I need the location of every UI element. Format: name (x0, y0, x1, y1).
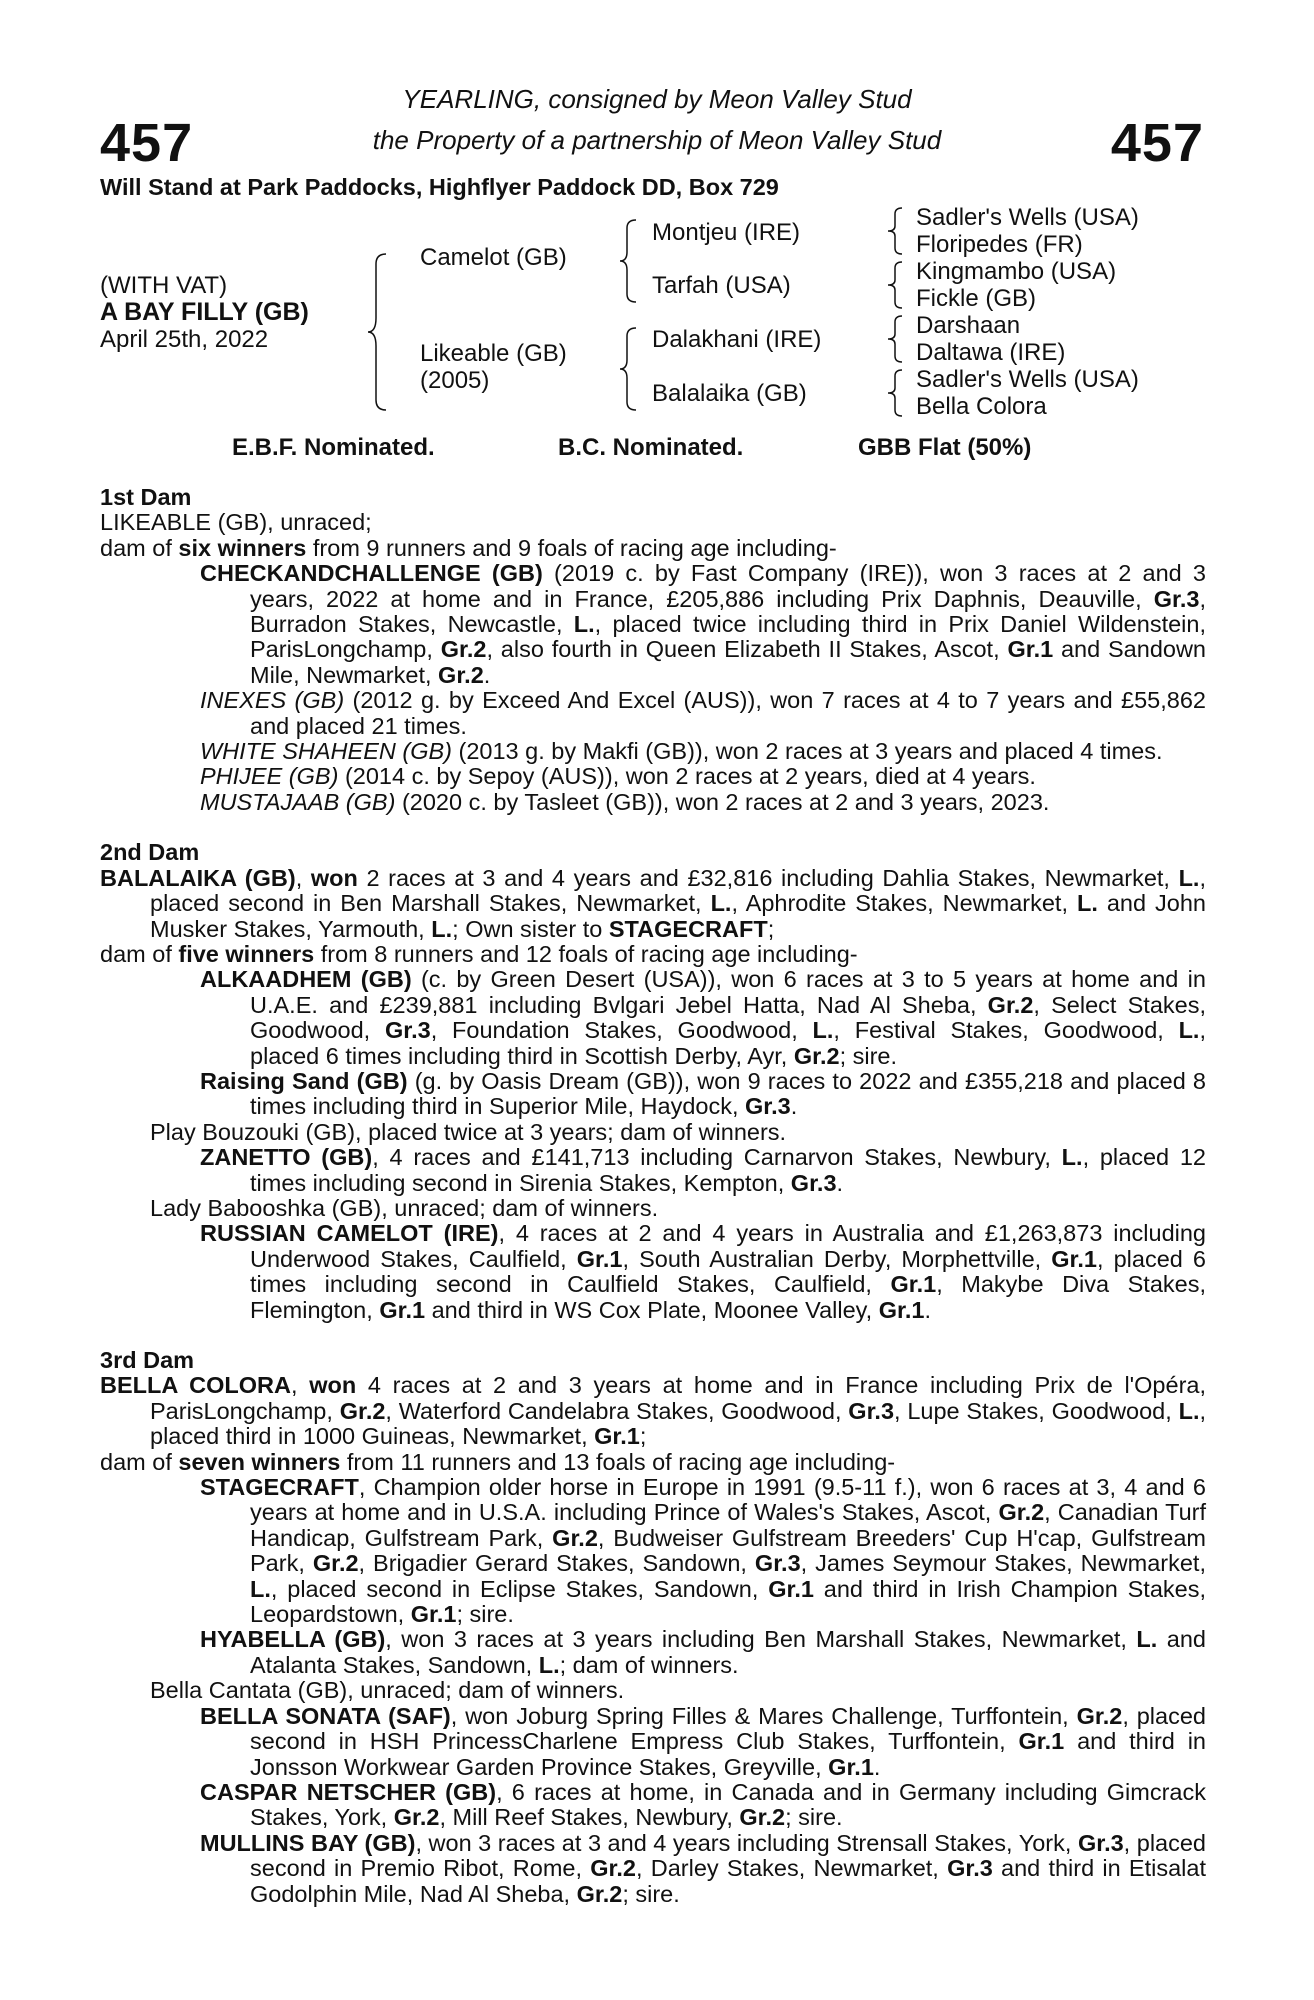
g3-balalaika: Balalaika (GB) (652, 380, 807, 407)
second-dam-record: BALALAIKA (GB), won 2 races at 3 and 4 years and £32,816 including Dahlia Stakes, Newmarket, L., placed second in Ben Marshall Stakes, Newmarket, L., Aphrodite Stakes, Newmarket, L. and John Musker Stakes, Yarmouth, L.; Own sister to STAGECRAFT; (100, 864, 1206, 942)
third-dam-heading: 3rd Dam (100, 1347, 195, 1373)
produce-inexes: INEXES (GB) (2012 g. by Exceed And Excel (AUS)), won 7 races at 4 to 7 years and £55,862 and placed 21 times. (200, 687, 1206, 739)
consign-line-1: YEARLING, consigned by Meon Valley Stud (402, 84, 912, 114)
second-dam-summary: dam of five winners from 8 runners and 12 foals of racing age including- (100, 940, 858, 967)
horse-dob: April 25th, 2022 (100, 326, 269, 353)
first-dam-heading: 1st Dam (100, 484, 192, 510)
g4-fickle: Fickle (GB) (916, 285, 1036, 312)
brace-sire (618, 218, 640, 304)
brace-g4-4 (886, 368, 906, 418)
produce-play-bouzouki: Play Bouzouki (GB), placed twice at 3 years; dam of winners. (150, 1118, 787, 1145)
produce-mustajaab: MUSTAJAAB (GB) (2020 c. by Tasleet (GB)), won 2 races at 2 and 3 years, 2023. (200, 788, 1050, 815)
grandproduce-caspar-netscher: CASPAR NETSCHER (GB), 6 races at home, in Canada and in Germany including Gimcrack Stakes, York, Gr.2, Mill Reef Stakes, Newbury, Gr.2; sire. (200, 1778, 1206, 1831)
vat-note: (WITH VAT) (100, 272, 228, 299)
brace-dam (618, 326, 640, 412)
g4-darshaan: Darshaan (916, 312, 1021, 339)
gbb-nomination: GBB Flat (50%) (858, 434, 1032, 461)
g4-sadlers-wells-2: Sadler's Wells (USA) (916, 366, 1139, 393)
brace-g4-1 (886, 206, 906, 256)
produce-white-shaheen: WHITE SHAHEEN (GB) (2013 g. by Makfi (GB)), won 2 races at 3 years and placed 4 times. (200, 738, 1163, 765)
third-dam-summary: dam of seven winners from 11 runners and 13 foals of racing age including- (100, 1448, 896, 1475)
g4-daltawa: Daltawa (IRE) (916, 339, 1066, 366)
brace-g4-2 (886, 260, 906, 310)
produce-hyabella: HYABELLA (GB), won 3 races at 3 years including Ben Marshall Stakes, Newmarket, L. and Atalanta Stakes, Sandown, L.; dam of winners. (200, 1626, 1206, 1678)
g3-dalakhani: Dalakhani (IRE) (652, 326, 822, 353)
dam-year: (2005) (420, 367, 490, 394)
produce-alkaadhem: ALKAADHEM (GB) (c. by Green Desert (USA)), won 6 races at 3 to 5 years at home and in U.A.E. and £239,881 including Bvlgari Jebel Hatta, Nad Al Sheba, Gr.2, Select Stakes, Goodwood, Gr.3, Foundation Stakes, Goodwood, L., Festival Stakes, Goodwood, L., placed 6 times including third in Scottish Derby, Ayr, Gr.2; sire. (200, 966, 1206, 1069)
produce-mullins-bay: MULLINS BAY (GB), won 3 races at 3 and 4 years including Strensall Stakes, York, Gr.3, placed second in Premio Ribot, Rome, Gr.2, Darley Stakes, Newmarket, Gr.3 and third in Etisalat Godolphin Mile, Nad Al Sheba, Gr.2; sire. (200, 1829, 1206, 1907)
brace-g4-3 (886, 314, 906, 364)
dam-name: Likeable (GB) (420, 340, 567, 367)
produce-raising-sand: Raising Sand (GB) (g. by Oasis Dream (GB)), won 9 races to 2022 and £355,218 and placed 8 times including third in Superior Mile, Haydock, Gr.3. (200, 1067, 1207, 1120)
produce-bella-cantata: Bella Cantata (GB), unraced; dam of winners. (150, 1677, 625, 1704)
produce-phijee: PHIJEE (GB) (2014 c. by Sepoy (AUS)), won 2 races at 2 years, died at 4 years. (200, 763, 1036, 790)
first-dam-summary: dam of six winners from 9 runners and 9 foals of racing age including- (100, 534, 837, 561)
grandproduce-bella-sonata: BELLA SONATA (SAF), won Joburg Spring Filles & Mares Challenge, Turffontein, Gr.2, placed second in HSH PrincessCharlene Empress Club Stakes, Turffontein, Gr.1 and third in Jonsson Workwear Garden Province Stakes, Greyville, Gr.1. (200, 1702, 1206, 1780)
sire-name: Camelot (GB) (420, 244, 567, 271)
grandproduce-russian-camelot: RUSSIAN CAMELOT (IRE), 4 races at 2 and 4 years in Australia and £1,263,873 including Underwood Stakes, Caulfield, Gr.1, South Australian Derby, Morphettville, Gr.1, placed 6 times including second in Caulfield Stakes, Caulfield, Gr.1, Makybe Diva Stakes, Flemington, Gr.1 and third in WS Cox Plate, Moonee Valley, Gr.1. (200, 1220, 1207, 1323)
g4-sadlers-wells-1: Sadler's Wells (USA) (916, 204, 1139, 231)
stand-location: Will Stand at Park Paddocks, Highflyer Paddock DD, Box 729 (100, 174, 779, 200)
g3-montjeu: Montjeu (IRE) (652, 219, 801, 246)
first-dam-intro: LIKEABLE (GB), unraced; (100, 509, 372, 536)
produce-stagecraft: STAGECRAFT, Champion older horse in Europe in 1991 (9.5-11 f.), won 6 races at 3, 4 and 6 years at home and in U.S.A. including Prince of Wales's Stakes, Ascot, Gr.2, Canadian Turf Handicap, Gulfstream Park, Gr.2, Budweiser Gulfstream Breeders' Cup H'cap, Gulfstream Park, Gr.2, Brigadier Gerard Stakes, Sandown, Gr.3, James Seymour Stakes, Newmarket, L., placed second in Eclipse Stakes, Sandown, Gr.1 and third in Irish Champion Stakes, Leopardstown, Gr.1; sire. (200, 1474, 1206, 1628)
produce-checkandchallenge: CHECKANDCHALLENGE (GB) (2019 c. by Fast Company (IRE)), won 3 races at 2 and 3 years, 2022 at home and in France, £205,886 including Prix Daphnis, Deauville, Gr.3, Burradon Stakes, Newcastle, L., placed twice including third in Prix Daniel Wildenstein, ParisLongchamp, Gr.2, also fourth in Queen Elizabeth II Stakes, Ascot, Gr.1 and Sandown Mile, Newmarket, Gr.2. (200, 560, 1206, 688)
second-dam-heading: 2nd Dam (100, 839, 200, 866)
lot-number-right: 457 (1110, 113, 1204, 173)
third-dam-record: BELLA COLORA, won 4 races at 2 and 3 years at home and in France including Prix de l'Opéra, ParisLongchamp, Gr.2, Waterford Candelabra Stakes, Goodwood, Gr.3, Lupe Stakes, Goodwood, L., placed third in 1000 Guineas, Newmarket, Gr.1; (100, 1372, 1207, 1450)
horse-name: A BAY FILLY (GB) (100, 298, 309, 326)
produce-lady-babooshka: Lady Babooshka (GB), unraced; dam of winners. (150, 1194, 659, 1221)
brace-main (366, 252, 390, 412)
g3-tarfah: Tarfah (USA) (652, 272, 791, 299)
ebf-nomination: E.B.F. Nominated. (232, 434, 435, 461)
g4-bella-colora: Bella Colora (916, 393, 1047, 420)
g4-kingmambo: Kingmambo (USA) (916, 258, 1117, 285)
grandproduce-zanetto: ZANETTO (GB), 4 races and £141,713 including Carnarvon Stakes, Newbury, L., placed 12 times including second in Sirenia Stakes, Kempton, Gr.3. (200, 1144, 1206, 1196)
catalogue-body (100, 485, 1206, 1907)
g4-floripedes: Floripedes (FR) (916, 231, 1083, 258)
lot-number-left: 457 (100, 113, 194, 173)
bc-nomination: B.C. Nominated. (558, 434, 744, 461)
consign-line-2: the Property of a partnership of Meon Valley Stud (372, 125, 942, 155)
